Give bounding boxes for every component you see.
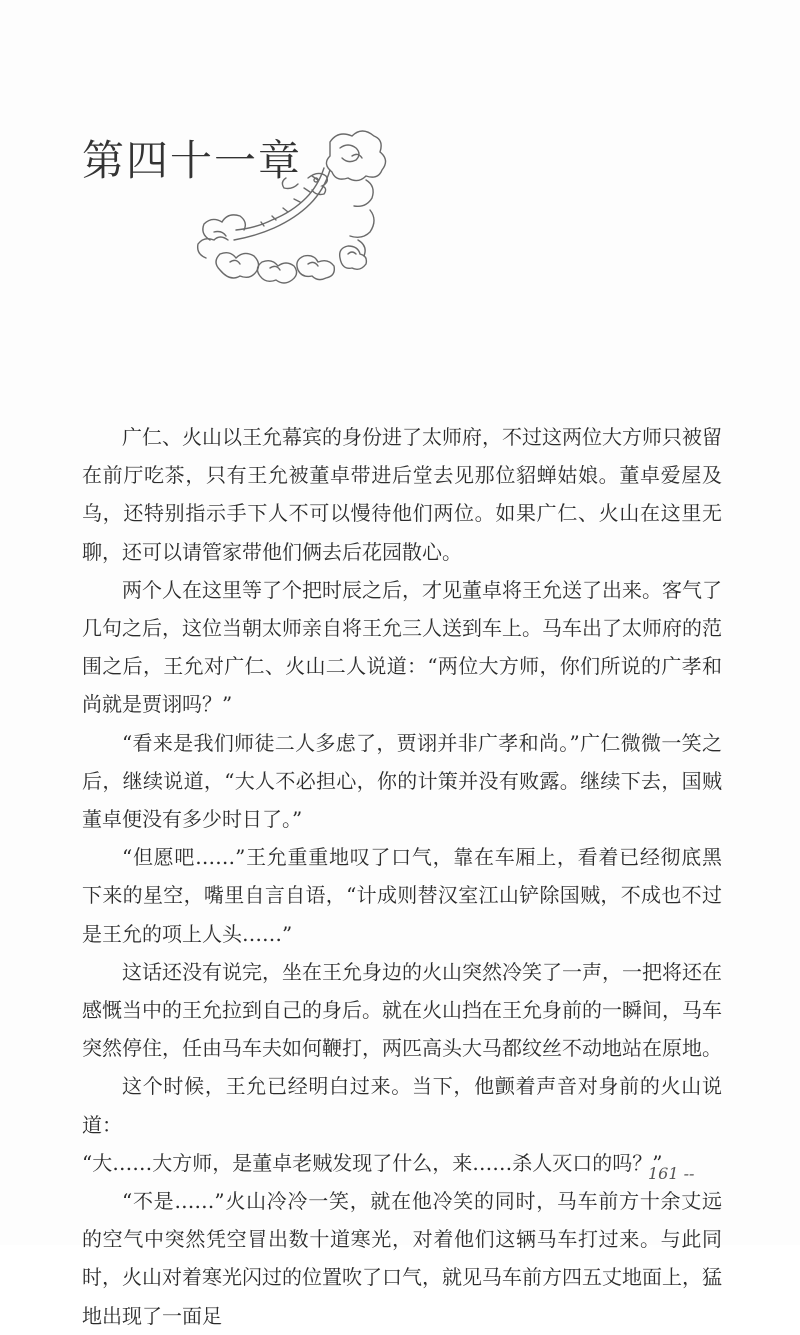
paragraph: “大……大方师，是董卓老贼发现了什么，来……杀人灭口的吗？” xyxy=(82,1150,663,1175)
paragraph: “不是……”火山冷冷一笑，就在他冷笑的同时，马车前方十余丈远的空气中突然凭空冒出数十道寒光，对着他们这辆马车打过来。与此同时，火山对着寒光闪过的位置吹了口气，就见马车前方四五丈地面上，猛地出现了一面足 xyxy=(82,1189,722,1328)
paragraph: 广仁、火山以王允幕宾的身份进了太师府，不过这两位大方师只被留在前厅吃茶，只有王允被董卓带进后堂去见那位貂蝉姑娘。董卓爱屋及乌，还特别指示手下人不可以慢待他们两位。如果广仁、火山在这里无聊，还可以请管家带他们俩去后花园散心。 xyxy=(82,425,722,564)
paragraph: 两个人在这里等了个把时辰之后，才见董卓将王允送了出来。客气了几句之后，这位当朝太师亲自将王允三人送到车上。马车出了太师府的范围之后，王允对广仁、火山二人说道：“两位大方师，你们所说的广孝和尚就是贾诩吗？” xyxy=(82,577,722,717)
auspicious-cloud-ornament-icon xyxy=(180,120,390,290)
paragraph: “但愿吧……”王允重重地叹了口气，靠在车厢上，看着已经彻底黑下来的星空，嘴里自言自语，“计成则替汉室江山铲除国贼，不成也不过是王允的项上人头……” xyxy=(82,845,722,946)
paragraph: 这个时候，王允已经明白过来。当下，他颤着声音对身前的火山说道： xyxy=(82,1074,722,1137)
page-number: 161 -- xyxy=(648,1164,695,1183)
paragraph: 这话还没有说完，坐在王允身边的火山突然冷笑了一声，一把将还在感慨当中的王允拉到自己的身后。就在火山挡在王允身前的一瞬间，马车突然停住，任由马车夫如何鞭打，两匹高头大马都纹丝不动地站在原地。 xyxy=(82,959,722,1061)
paragraph: “看来是我们师徒二人多虑了，贾诩并非广孝和尚。”广仁微微一笑之后，继续说道，“大人不必担心，你的计策并没有败露。继续下去，国贼董卓便没有多少时日了。” xyxy=(82,730,722,832)
chapter-title: 第四十一章 xyxy=(82,136,303,185)
chapter-body xyxy=(82,418,722,1335)
